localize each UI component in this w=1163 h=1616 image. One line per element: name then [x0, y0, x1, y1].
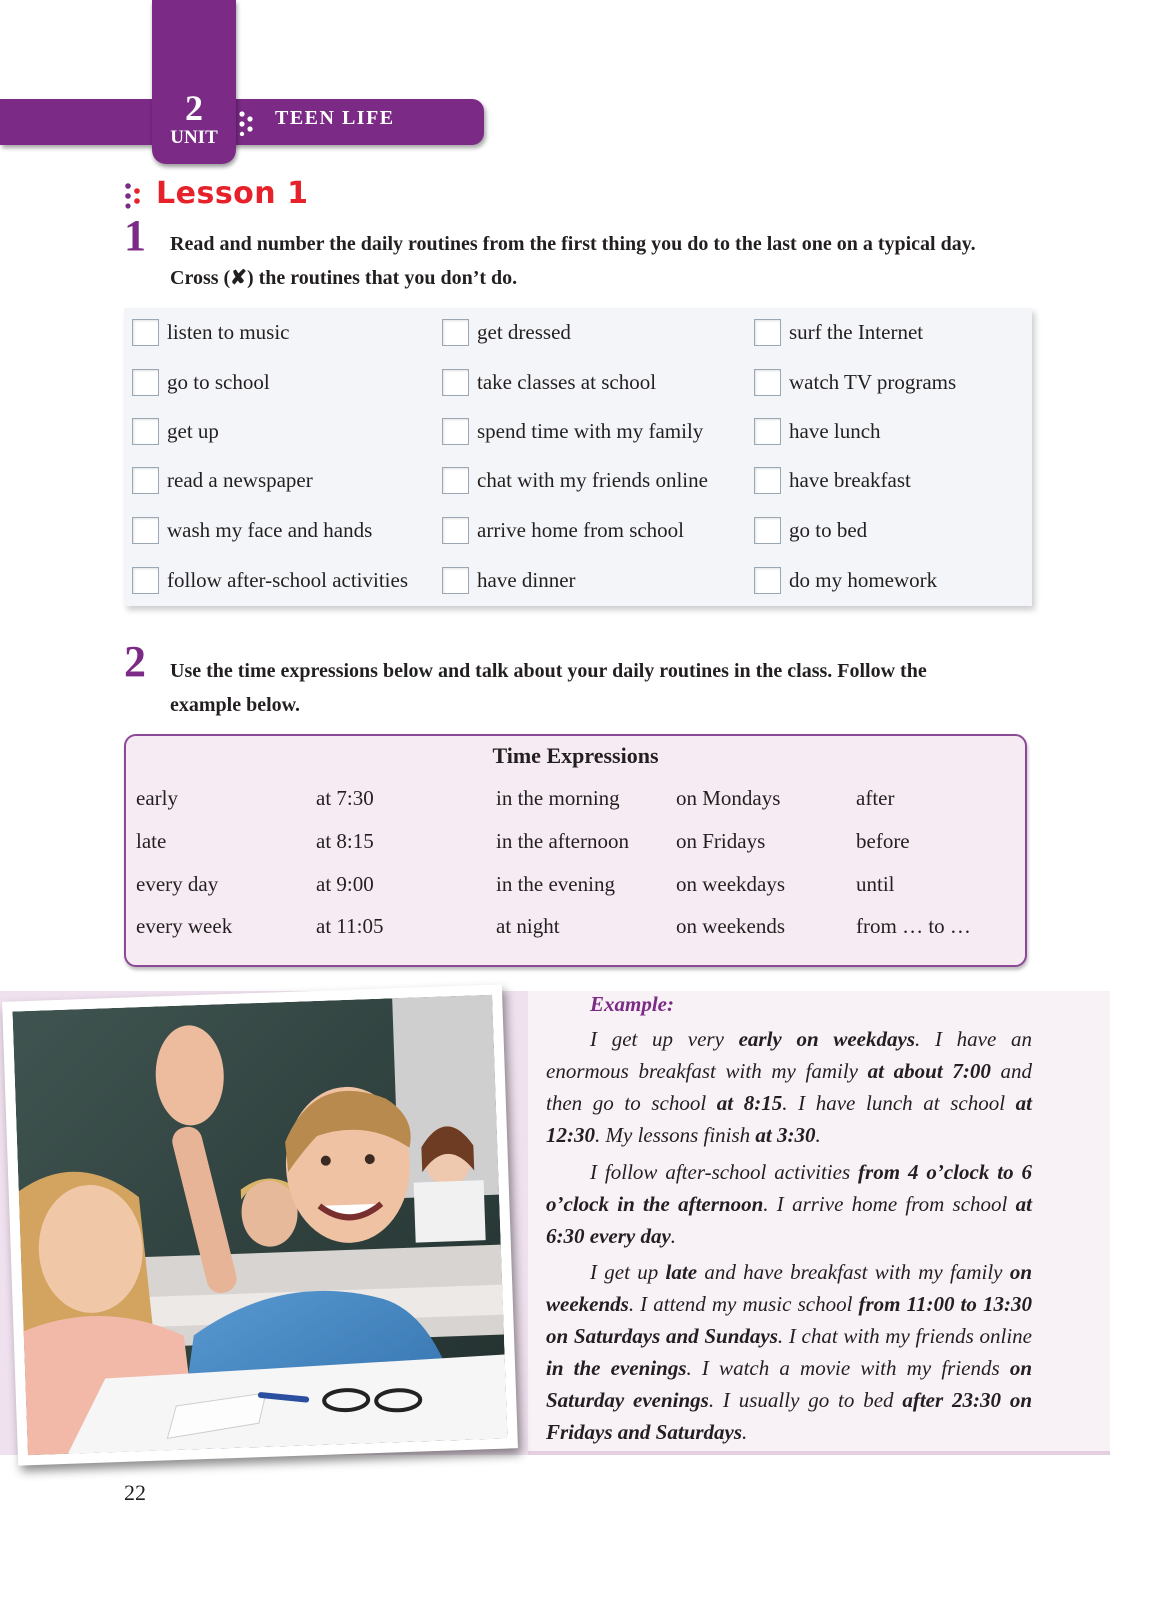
exercise-instructions — [170, 654, 1032, 722]
example-text: . — [742, 1420, 748, 1444]
example-text: . I chat with my friends online — [777, 1324, 1032, 1348]
example-text: . I arrive home from school — [763, 1192, 1016, 1216]
routine-label: do my homework — [789, 567, 938, 592]
unit-title: TEEN LIFE — [275, 107, 395, 129]
checkbox[interactable] — [754, 567, 781, 594]
checkbox[interactable] — [132, 369, 159, 396]
checkbox[interactable] — [132, 567, 159, 594]
routine-item[interactable] — [442, 564, 576, 596]
example-text: and have breakfast with my family — [697, 1260, 1010, 1284]
checkbox[interactable] — [754, 319, 781, 346]
routine-label: spend time with my family — [477, 418, 704, 443]
routine-item[interactable] — [132, 564, 408, 596]
example-text: . — [670, 1224, 677, 1248]
routine-label: get up — [167, 418, 219, 443]
instructions-line: Read and number the daily routines from the first thing you do to the last one on a typical day. — [170, 233, 976, 255]
routine-item[interactable] — [754, 464, 911, 496]
time-expression: at 8:15 — [316, 829, 374, 853]
routine-item[interactable] — [132, 316, 290, 348]
time-expression: in the afternoon — [496, 829, 629, 853]
routine-item[interactable] — [442, 464, 708, 496]
routine-label: have dinner — [477, 567, 576, 592]
checkbox[interactable] — [132, 418, 159, 445]
checkbox[interactable] — [442, 418, 469, 445]
example-highlight: on weekends — [546, 1260, 1032, 1316]
classroom-illustration — [12, 995, 507, 1455]
routine-item[interactable] — [132, 415, 219, 447]
unit-label: UNIT — [170, 127, 218, 148]
example-paragraph — [546, 1256, 1032, 1448]
routine-label: have breakfast — [789, 467, 911, 492]
example-text: . I usually go to bed — [708, 1388, 903, 1412]
time-expression: every week — [136, 914, 233, 938]
time-expression: before — [856, 829, 910, 853]
routine-item[interactable] — [132, 366, 270, 398]
routine-label: follow after-school activities — [167, 567, 408, 592]
classroom-photo — [2, 984, 518, 1465]
example-highlight: in the evenings — [546, 1356, 687, 1380]
example-paragraph — [546, 1156, 1032, 1252]
routine-label: surf the Internet — [789, 319, 924, 344]
checkbox[interactable] — [442, 467, 469, 494]
time-expression: in the morning — [496, 786, 620, 810]
dots-icon — [124, 182, 144, 210]
time-expression: every day — [136, 872, 219, 896]
exercise-instructions — [170, 227, 1032, 295]
photo-image — [12, 995, 507, 1455]
time-expression: late — [136, 829, 167, 853]
checkbox[interactable] — [442, 517, 469, 544]
checkbox[interactable] — [132, 467, 159, 494]
example-text: . — [815, 1123, 821, 1147]
instructions-line: Use the time expressions below and talk about your daily routines in the class. Follow the — [170, 660, 927, 682]
checkbox[interactable] — [442, 567, 469, 594]
lesson-title: Lesson 1 — [156, 176, 309, 211]
time-expression: from … to … — [856, 914, 971, 938]
time-expressions-title: Time Expressions — [492, 743, 659, 768]
routines-checklist — [124, 308, 1032, 606]
page-number: 22 — [124, 1480, 146, 1505]
checkbox[interactable] — [754, 467, 781, 494]
example-text: . I watch a movie with my friends — [686, 1356, 1010, 1380]
example-highlight: from 4 o’clock to 6 o’clock in the afternoon — [546, 1160, 1032, 1216]
instructions-line: example below. — [170, 694, 300, 716]
checkbox[interactable] — [754, 517, 781, 544]
example-highlight: at 8:15 — [716, 1091, 783, 1115]
time-expression: after — [856, 786, 895, 810]
routine-label: go to bed — [789, 517, 868, 542]
time-expression: at night — [496, 914, 560, 938]
example-text: I get up very — [590, 1027, 739, 1051]
instructions-line: Cross (✘) the routines that you don’t do. — [170, 267, 518, 289]
unit-tab — [152, 0, 236, 164]
routine-label: listen to music — [167, 319, 290, 344]
example-highlight: at 3:30 — [755, 1123, 816, 1147]
time-expression: on weekdays — [676, 872, 786, 896]
routine-item[interactable] — [442, 366, 656, 398]
example-highlight: at about 7:00 — [867, 1059, 991, 1083]
checkbox[interactable] — [754, 369, 781, 396]
routine-item[interactable] — [754, 514, 867, 546]
routine-item[interactable] — [754, 366, 956, 398]
routine-item[interactable] — [132, 464, 313, 496]
time-expression: on Fridays — [676, 829, 766, 853]
example-text: . I attend my music school — [628, 1292, 859, 1316]
routine-item[interactable] — [754, 415, 881, 447]
time-expression: at 11:05 — [316, 914, 384, 938]
routine-item[interactable] — [754, 564, 937, 596]
example-highlight: at 6:30 every day — [546, 1192, 1032, 1248]
example-highlight: on Saturday evenings — [546, 1356, 1032, 1412]
example-text: I get up — [590, 1260, 666, 1284]
routine-label: read a newspaper — [167, 467, 313, 492]
time-expression: in the evening — [496, 872, 615, 896]
example-text: and then go to school — [546, 1059, 1033, 1115]
time-expression: at 9:00 — [316, 872, 374, 896]
routine-label: watch TV programs — [789, 369, 957, 394]
example-label: Example: — [590, 992, 674, 1016]
checkbox[interactable] — [132, 517, 159, 544]
example-highlight: after 23:30 on Fridays and Saturdays — [546, 1388, 1033, 1444]
routine-label: wash my face and hands — [167, 517, 373, 542]
dots-icon — [238, 110, 258, 136]
routine-item[interactable] — [754, 316, 923, 348]
example-highlight: early on weekdays — [738, 1027, 915, 1051]
time-expression: until — [856, 872, 895, 896]
example-text: . I have an enormous breakfast with my family — [546, 1027, 1032, 1083]
example-highlight: from 11:00 to 13:30 on Saturdays and Sundays — [546, 1292, 1032, 1348]
routine-item[interactable] — [442, 316, 571, 348]
routine-label: have lunch — [789, 418, 881, 443]
example-text: . I have lunch at school — [782, 1091, 1016, 1115]
routine-label: chat with my friends online — [477, 467, 708, 492]
routine-label: take classes at school — [477, 369, 657, 394]
example-paragraph — [546, 1023, 1032, 1151]
unit-number: 2 — [185, 88, 203, 128]
exercise-number: 2 — [124, 637, 146, 686]
routine-item[interactable] — [442, 415, 703, 447]
checkbox[interactable] — [754, 418, 781, 445]
routine-label: go to school — [167, 369, 270, 394]
example-text: . My lessons finish — [595, 1123, 756, 1147]
time-expression: at 7:30 — [316, 786, 374, 810]
routine-item[interactable] — [442, 514, 684, 546]
time-expression: on Mondays — [676, 786, 781, 810]
example-highlight: late — [665, 1260, 698, 1284]
checkbox[interactable] — [132, 319, 159, 346]
checkbox[interactable] — [442, 319, 469, 346]
time-expression: early — [136, 786, 178, 810]
exercise-number: 1 — [124, 211, 146, 260]
example-highlight: at 12:30 — [546, 1091, 1033, 1147]
routine-label: arrive home from school — [477, 517, 685, 542]
routine-label: get dressed — [477, 319, 571, 344]
example-text: I follow after-school activities — [590, 1160, 859, 1184]
checkbox[interactable] — [442, 369, 469, 396]
routine-item[interactable] — [132, 514, 372, 546]
time-expressions-box — [124, 734, 1027, 967]
time-expression: on weekends — [676, 914, 786, 938]
